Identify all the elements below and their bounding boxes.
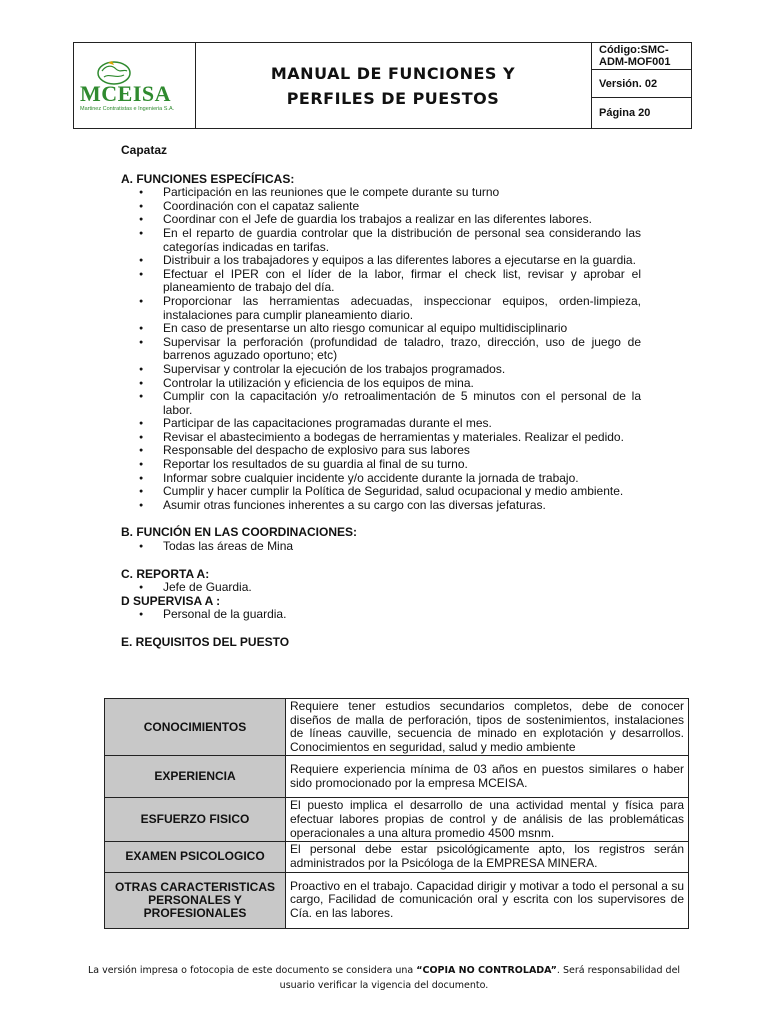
document-version: Versión. 02 xyxy=(591,70,691,98)
requirement-value: Requiere tener estudios secundarios completos, debe de conocer diseños de malla de perforación, tipos de sostenimientos, instalaciones de líneas cauville, secuencia de minado en explotación y desarrollos. Conocimientos en seguridad, salud y medio ambiente xyxy=(286,699,689,756)
requirement-value: El personal debe estar psicológicamente apto, los registros serán administrados por la Psicóloga de la EMPRESA MINERA. xyxy=(286,842,689,872)
requirement-value: Requiere experiencia mínima de 03 años en puestos similares o haber sido promocionado por la empresa MCEISA. xyxy=(286,756,689,798)
list-item: ● Responsable del despacho de explosivo para sus labores xyxy=(121,444,641,458)
role-title: Capataz xyxy=(121,143,168,157)
requirement-label: OTRAS CARACTERISTICAS PERSONALES Y PROFESIONALES xyxy=(105,872,286,928)
list-item: ● Participación en las reuniones que le compete durante su turno xyxy=(121,186,641,200)
list-item: ● Informar sobre cualquier incidente y/o accidente durante la jornada de trabajo. xyxy=(121,472,641,486)
list-item: ● En el reparto de guardia controlar que la distribución de personal sea considerando las categorías indicadas en tarifas. xyxy=(121,227,641,254)
list-item: ● En caso de presentarse un alto riesgo comunicar al equipo multidisciplinario xyxy=(121,322,641,336)
requirement-value: El puesto implica el desarrollo de una actividad mental y física para efectuar labores propias de control y de análisis de las problemáticas operacionales a una altura promedio 4500 msnm. xyxy=(286,798,689,842)
requirement-label: EXAMEN PSICOLOGICO xyxy=(105,842,286,872)
document-title: MANUAL DE FUNCIONES Y PERFILES DE PUESTOS xyxy=(270,63,516,108)
document-body xyxy=(121,144,641,650)
requirement-label: ESFUERZO FISICO xyxy=(105,798,286,842)
list-item: ● Cumplir con la capacitación y/o retroalimentación de 5 minutos con el personal de la labor. xyxy=(121,390,641,417)
section-e-heading: E. REQUISITOS DEL PUESTO xyxy=(121,635,290,649)
footer-text-post: . Será responsabilidad del xyxy=(556,965,681,976)
list-item: ● Proporcionar las herramientas adecuadas, inspeccionar equipos, orden-limpieza, instalaciones para cumplir planeamiento diario. xyxy=(121,295,641,322)
section-b-list xyxy=(121,540,641,554)
title-cell xyxy=(195,43,592,128)
list-item: ● Participar de las capacitaciones programadas durante el mes. xyxy=(121,417,641,431)
list-item: ● Distribuir a los trabajadores y equipos a las diferentes labores a ejecutarse en la guardia. xyxy=(121,254,641,268)
list-item: ● Personal de la guardia. xyxy=(121,608,641,622)
requirement-label: CONOCIMIENTOS xyxy=(105,699,286,756)
list-item: ● Todas las áreas de Mina xyxy=(121,540,641,554)
table-row xyxy=(105,872,689,928)
table-row xyxy=(105,842,689,872)
footer-text-bold: “COPIA NO CONTROLADA” xyxy=(416,965,557,976)
section-b-heading: B. FUNCIÓN EN LAS COORDINACIONES: xyxy=(121,525,358,540)
list-item: ● Reportar los resultados de su guardia al final de su turno. xyxy=(121,458,641,472)
table-row xyxy=(105,798,689,842)
document-code: Código:SMC-ADM-MOF001 xyxy=(591,43,691,70)
list-item: ● Cumplir y hacer cumplir la Política de Seguridad, salud ocupacional y medio ambiente. xyxy=(121,485,641,499)
footer-text-pre: La versión impresa o fotocopia de este documento se considera una xyxy=(87,965,417,976)
list-item: ● Coordinar con el Jefe de guardia los trabajos a realizar en las diferentes labores. xyxy=(121,213,641,227)
list-item: ● Asumir otras funciones inherentes a su cargo con las diversas jefaturas. xyxy=(121,499,641,513)
section-a-list xyxy=(121,186,641,512)
section-c-heading: C. REPORTA A: xyxy=(121,566,210,581)
logo-cell xyxy=(74,43,196,128)
section-d-list xyxy=(121,608,641,622)
logo-subtitle: Martinez Contratistas e Ingenieria S.A. xyxy=(80,106,175,112)
footer-disclaimer xyxy=(84,963,684,993)
document-header xyxy=(73,42,692,129)
section-a-heading: A. FUNCIONES ESPECÍFICAS: xyxy=(121,171,295,186)
company-logo xyxy=(78,57,192,115)
list-item: ● Jefe de Guardia. xyxy=(121,581,641,595)
page-number: Página 20 xyxy=(599,107,651,119)
requirements-table xyxy=(104,698,689,929)
list-item: ● Revisar el abastecimiento a bodegas de herramientas y materiales. Realizar el pedido. xyxy=(121,431,641,445)
list-item: ● Efectuar el IPER con el líder de la labor, firmar el check list, revisar y aprobar el planeamiento de trabajo del día. xyxy=(121,268,641,295)
logo-text: MCEISA xyxy=(80,81,172,106)
requirement-label: EXPERIENCIA xyxy=(105,756,286,798)
section-c-list xyxy=(121,581,641,595)
list-item: ● Supervisar la perforación (profundidad de taladro, trazo, dirección, uso de juego de barrenos aguzado oportuno; etc) xyxy=(121,336,641,363)
section-d-heading: D SUPERVISA A : xyxy=(121,593,221,608)
footer-text-line2: usuario verificar la vigencia del documento. xyxy=(279,980,489,991)
requirement-value: Proactivo en el trabajo. Capacidad dirigir y motivar a todo el personal a su cargo, Facilidad de comunicación oral y escrita con los supervisores de Cía. en las labores. xyxy=(286,872,689,928)
table-row xyxy=(105,699,689,756)
list-item: ● Coordinación con el capataz saliente xyxy=(121,200,641,214)
list-item: ● Supervisar y controlar la ejecución de los trabajos programados. xyxy=(121,363,641,377)
table-row xyxy=(105,756,689,798)
list-item: ● Controlar la utilización y eficiencia de los equipos de mina. xyxy=(121,377,641,391)
